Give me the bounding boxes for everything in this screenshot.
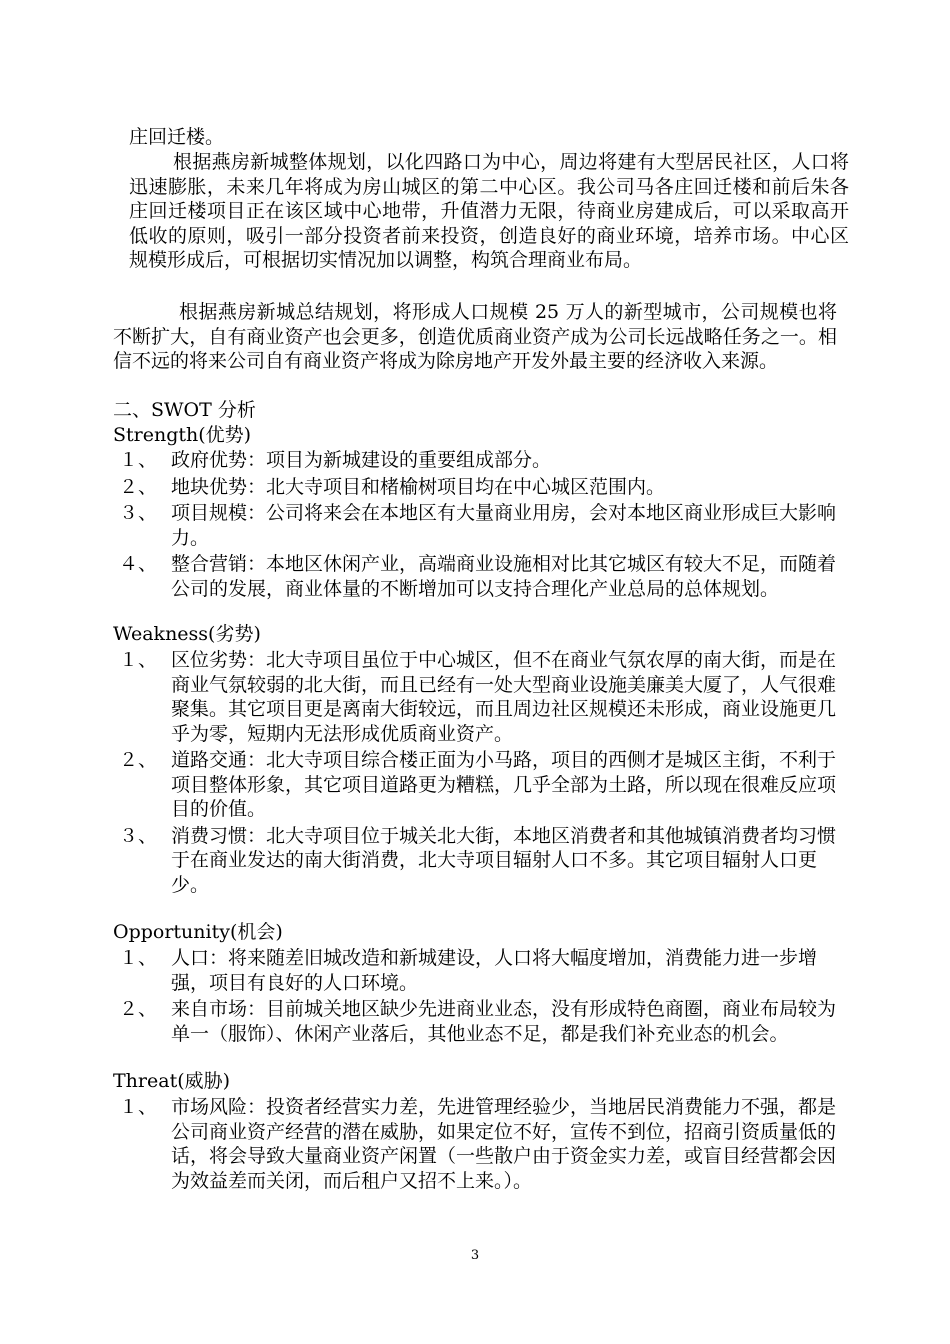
list-item <box>113 501 841 550</box>
strength-list <box>113 448 841 601</box>
paragraph-planning: 根据燕房新城整体规划，以化四路口为中心，周边将建有大型居民社区，人口将迅速膨胀，未来几年将成为房山城区的第二中心区。我公司马各庄回迁楼和前后朱各庄回迁楼项目正在该区域中心地带，升值潜力无限，待商业房建成后，可以采取高开低收的原则，吸引一部分投资者前来投资，创造良好的商业环境，培养市场。中心区规模形成后，可根据切实情况加以调整，构筑合理商业布局。 <box>129 151 849 271</box>
item-number: １、 <box>119 649 158 671</box>
list-item <box>113 648 841 746</box>
item-text: 道路交通：北大寺项目综合楼正面为小马路，项目的西侧才是城区主街，不利于项目整体形象，其它项目道路更为糟糕，几乎全部为土路，所以现在很难反应项目的价值。 <box>171 749 837 820</box>
item-number: ３、 <box>119 824 158 847</box>
strength-heading: Strength(优势) <box>113 424 252 446</box>
item-number: ２、 <box>119 475 158 498</box>
item-text: 政府优势：项目为新城建设的重要组成部分。 <box>171 449 552 471</box>
intro-tail-text: 庄回迁楼。 <box>129 126 225 148</box>
section-title: 二、SWOT 分析 <box>113 399 256 421</box>
item-number: ３、 <box>119 502 158 524</box>
threat-heading: Threat(威胁) <box>113 1070 231 1092</box>
item-text: 地块优势：北大寺项目和楮榆树项目均在中心城区范围内。 <box>171 475 666 498</box>
opportunity-heading: Opportunity(机会) <box>113 921 283 943</box>
list-item <box>113 1095 841 1193</box>
opportunity-list <box>113 946 841 1046</box>
item-number: ４、 <box>119 553 158 575</box>
item-text: 消费习惯：北大寺项目位于城关北大街，本地区消费者和其他城镇消费者均习惯于在商业发达的南大街消费，北大寺项目辐射人口不多。其它项目辐射人口更少。 <box>171 824 837 896</box>
item-number: ２、 <box>119 998 158 1020</box>
weakness-list <box>113 648 841 897</box>
weakness-heading: Weakness(劣势) <box>113 623 261 645</box>
item-text: 市场风险：投资者经营实力差，先进管理经验少，当地居民消费能力不强，都是公司商业资产经营的潜在威胁，如果定位不好，宣传不到位，招商引资质量低的话，将会导致大量商业资产闲置（一些散户由于资金实力差，或盲目经营都会因为效益差而关闭，而后租户又招不上来。）。 <box>171 1096 837 1192</box>
item-number: １、 <box>119 947 158 969</box>
item-number: １、 <box>119 1096 158 1118</box>
item-text: 区位劣势：北大寺项目虽位于中心城区，但不在商业气氛农厚的南大街，而是在商业气氛较弱的北大街，而且已经有一处大型商业设施美廉美大厦了，人气很难聚集。其它项目更是离南大街较远，而且周边社区规模还未形成，商业设施更几乎为零，短期内无法形成优质商业资产。 <box>171 649 837 745</box>
list-item <box>113 552 841 601</box>
page-number: 3 <box>470 1248 480 1263</box>
list-item <box>113 824 841 898</box>
paragraph-strategy: 根据燕房新城总结规划，将形成人口规模 25 万人的新型城市，公司规模也将不断扩大，自有商业资产也会更多，创造优质商业资产成为公司长远战略任务之一。相信不远的将来公司自有商业资产将成为除房地产开发外最主要的经济收入来源。 <box>113 301 837 372</box>
list-item <box>113 748 841 822</box>
item-text: 来自市场：目前城关地区缺少先进商业业态，没有形成特色商圈，商业布局较为单一（服饰）、休闲产业落后，其他业态不足，都是我们补充业态的机会。 <box>171 998 837 1045</box>
list-item <box>113 997 841 1046</box>
list-item <box>113 946 841 995</box>
threat-list <box>113 1095 841 1193</box>
item-number: １、 <box>119 449 158 471</box>
item-text: 人口：将来随差旧城改造和新城建设，人口将大幅度增加，消费能力进一步增强，项目有良好的人口环境。 <box>171 947 818 994</box>
item-number: ２、 <box>119 749 158 771</box>
item-text: 项目规模：公司将来会在本地区有大量商业用房，会对本地区商业形成巨大影响力。 <box>171 502 837 549</box>
list-item <box>113 475 841 500</box>
list-item <box>113 448 841 473</box>
item-text: 整合营销：本地区休闲产业，高端商业设施相对比其它城区有较大不足，而随着公司的发展，商业体量的不断增加可以支持合理化产业总局的总体规划。 <box>171 553 837 600</box>
